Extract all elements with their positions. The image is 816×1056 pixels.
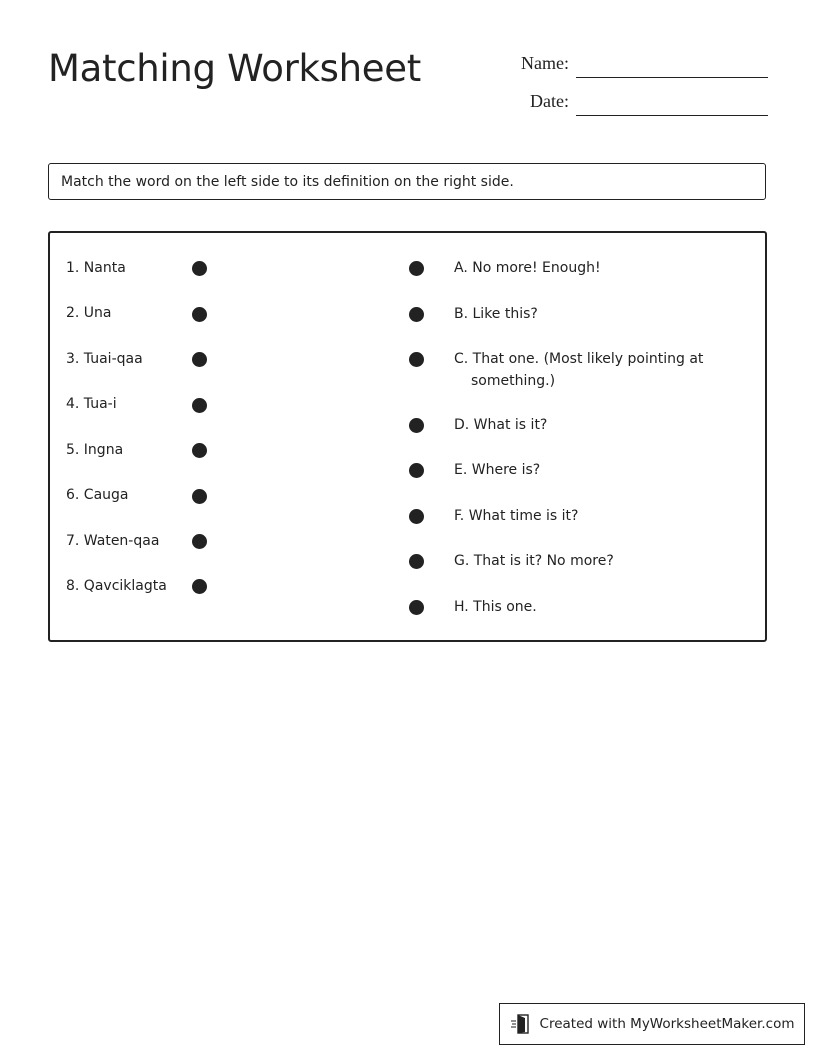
- definition-item: B. Like this?: [454, 306, 538, 322]
- date-label: Date:: [530, 91, 569, 111]
- definition-item: E. Where is?: [454, 462, 541, 478]
- definition-item: C. That one. (Most likely pointing at something.): [454, 351, 704, 389]
- definition-match-dot[interactable]: [409, 554, 424, 569]
- footer-badge[interactable]: [499, 1003, 805, 1045]
- definition-item: F. What time is it?: [454, 508, 579, 524]
- word-item: 2. Una: [66, 305, 112, 321]
- definition-match-dot[interactable]: [409, 261, 424, 276]
- definition-item: D. What is it?: [454, 417, 548, 433]
- name-line: [576, 77, 768, 78]
- instructions-box: [48, 163, 766, 200]
- word-match-dot[interactable]: [192, 307, 207, 322]
- instructions-text: Match the word on the left side to its definition on the right side.: [61, 174, 514, 190]
- definition-match-dot[interactable]: [409, 352, 424, 367]
- definition-match-dot[interactable]: [409, 307, 424, 322]
- definition-match-dot[interactable]: [409, 509, 424, 524]
- word-match-dot[interactable]: [192, 534, 207, 549]
- definition-match-dot[interactable]: [409, 600, 424, 615]
- word-item: 3. Tuai-qaa: [66, 351, 143, 367]
- word-item: 7. Waten-qaa: [66, 533, 160, 549]
- word-match-dot[interactable]: [192, 443, 207, 458]
- definition-item: A. No more! Enough!: [454, 260, 601, 276]
- word-match-dot[interactable]: [192, 352, 207, 367]
- date-line: [576, 115, 768, 116]
- word-match-dot[interactable]: [192, 261, 207, 276]
- footer-text: Created with MyWorksheetMaker.com: [539, 1016, 795, 1032]
- word-match-dot[interactable]: [192, 489, 207, 504]
- word-item: 1. Nanta: [66, 260, 126, 276]
- definition-item: H. This one.: [454, 599, 537, 615]
- word-match-dot[interactable]: [192, 579, 207, 594]
- name-label: Name:: [521, 53, 569, 73]
- page-title: Matching Worksheet: [48, 47, 421, 90]
- word-match-dot[interactable]: [192, 398, 207, 413]
- word-item: 4. Tua-i: [66, 396, 117, 412]
- matching-panel: [48, 231, 767, 642]
- word-item: 6. Cauga: [66, 487, 129, 503]
- definition-item: G. That is it? No more?: [454, 553, 614, 569]
- word-item: 5. Ingna: [66, 442, 124, 458]
- door-exit-icon: [510, 1013, 532, 1035]
- definition-match-dot[interactable]: [409, 418, 424, 433]
- word-item: 8. Qavciklagta: [66, 578, 167, 594]
- definition-match-dot[interactable]: [409, 463, 424, 478]
